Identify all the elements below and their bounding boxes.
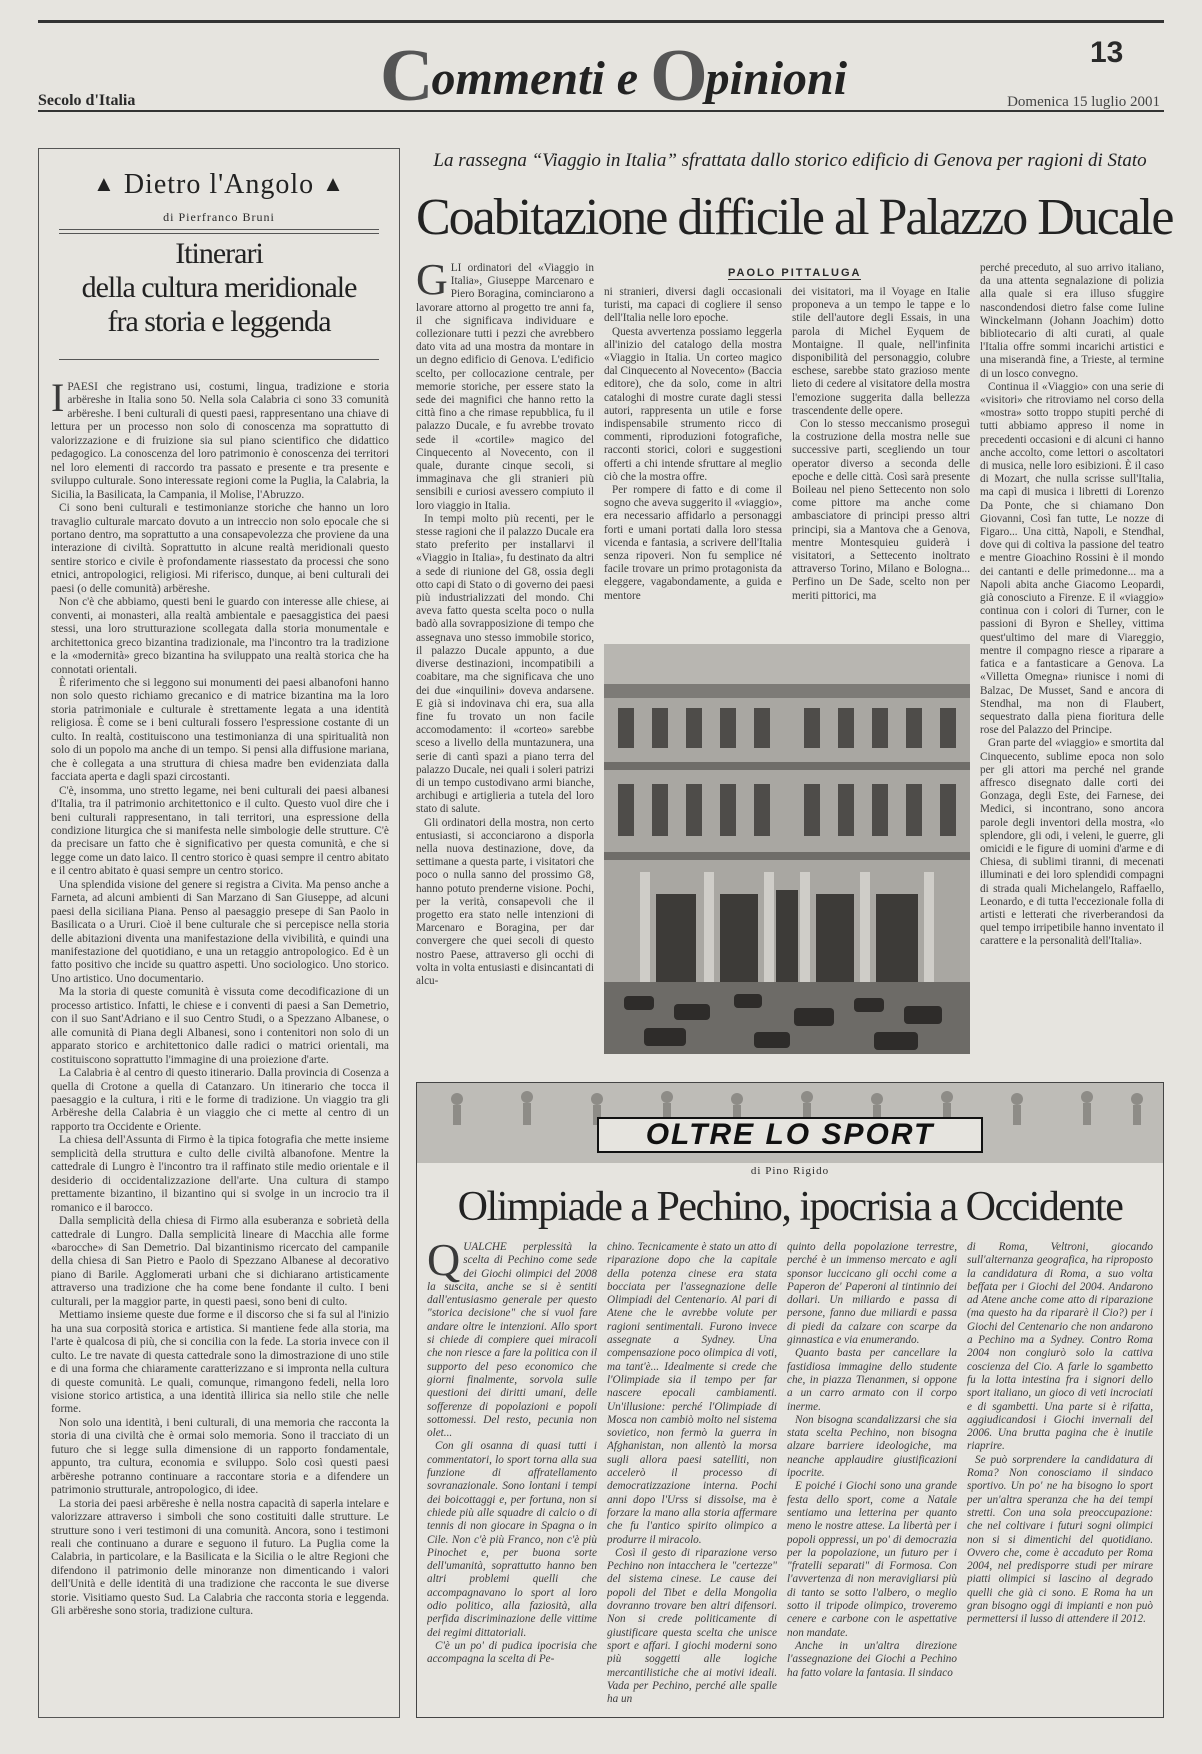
paragraph: C'è, insomma, uno stretto legame, nei beni culturali dei paesi albanesi d'Italia, tra il patrimonio architettonico e il culto. Questo vuol dire che i beni culturali rappresentano, in tali territori, una espressione della condizione liturgica che si manifesta nelle simbologie delle strutture. C'è da precisare un fatto che è significativo per questa comunità, e che si legge come un dato laico. Il centro storico è quasi sempre il centro abitato e il centro abitato è quasi sempre un centro storico.: [51, 784, 389, 878]
column-title: [59, 169, 379, 201]
article-headline: Coabitazione difficile al Palazzo Ducale: [416, 189, 1173, 246]
paragraph: Quanto basta per cancellare la fastidiosa immagine dello studente che, in piazza Tienanmen, si oppone a un carro armato con il corpo inerme.: [787, 1347, 957, 1413]
sport-headline: Olimpiade a Pechino, ipocrisia a Occidente: [457, 1184, 1123, 1230]
paragraph: PAESI che registrano usi, costumi, lingua, tradizione e storia arbëreshe in Italia sono 50. Nella sola Calabria ci sono 33 comunità arbëreshe. I beni culturali di questi paesi, rappresentano una chiave di lettura per un processo non solo di conoscenza ma soprattutto di valorizzazione e di fruizione sia sul piano scientifico che didattico pedagogico. La conoscenza del loro patrimonio è conoscenza dei territori nel loro elementi di raccordo tra passato e presente e tra presente e sviluppo culturale. Sono interessate regioni come la Puglia, la Calabria, la Sicilia, la Basilicata, la Campania, il Molise, l'Abruzzo.: [51, 381, 389, 501]
paragraph: Non bisogna scandalizzarsi che sia stata scelta Pechino, non bisogna alzare barriere ideologiche, ma neanche applaudire giustificazioni ipocrite.: [787, 1413, 957, 1480]
paragraph: Continua il «Viaggio» con una serie di «visitori» che ritroviamo nel corso della «mostra» sotto troppo stupiti perché di tutti abbiamo appreso il nome in precedenti occasioni e di alcuni ci hanno anche accolto, come lettori o ascoltatori di musica, nelle loro esibizioni. È il caso di Mozart, che nulla scrisse sull'Italia, ma capì di musica i libretti di Lorenzo Da Ponte, che si chiamano Don Giovanni, Così fan tutte, Le nozze di Figaro... Una città, Napoli, e Stendhal, dove qui di coltiva la passione del teatro e mentre Gioachino Rossini è il mondo dei cantanti e delle primedonne... ma a Napoli abita anche Giacomo Leopardi, già conosciuto a Firenze. E il «viaggio» continua con i colori di Turner, con le passioni di Byron e Shelley, vittima quest'ultimo del mare di Viareggio, mentre il compagno riesce a riparare a fatica e a fantasticare a Genova. La «Villetta Omegna» riunisce i nomi di Balzac, De Musset, Sand e ancora di Stendhal, ma non di Flaubert, sequestrato dalla piena fioritura delle rose del Palazzo del Principe.: [980, 380, 1164, 737]
paragraph: Se può sorprendere la candidatura di Roma? Non conosciamo il sindaco sportivo. Un po' ne ha bisogno lo sport per un'altra speranza che ha dei tempi stretti. Con una sola preoccupazione: che nel coltivare i futuri sogni olimpici non si si dimentichi del quotidiano. Ovvero che, come è accaduto per Roma 2004, nel predisporre studi per mirare piatti olimpici si lascino al degrado quelli che già ci sono. E Roma ha un gran bisogno oggi di impianti e non può permettersi il lusso di attendere il 2012.: [967, 1453, 1153, 1626]
paragraph: dei visitatori, ma il Voyage en Italie proponeva a un tempo le tappe e lo stile dell'autore degli Essais, in una parola di Michel Eyquem de Montaigne. Il quale, nell'infinita disponibilità del personaggio, colubre eschese, sarebbe stato grazioso mente lieto di cedere al visitatore della mostra l'emozione suggerita dalla bellezza trascendente delle opere.: [792, 286, 970, 417]
paragraph: Così il gesto di riparazione verso Pechino non intacchera le "certezze" del sistema cinese. Le cause dei popoli del Tibet e della Mongolia dovranno trovare ben altri difensori. Non si crede politicamente di giustificare questa scelta che unisce sport e affari. I giochi moderni sono più soggetti alle logiche mercantilistiche che ai motivi ideali. Vada per Pechino, perché alle spalle ha un: [607, 1546, 777, 1706]
sport-column-1: [427, 1241, 597, 1711]
paragraph: È riferimento che si leggono sui monumenti dei paesi albanofoni hanno non solo questo richiamo grecanico e di matrice bizantina ma la loro storia patrimoniale e culturale è strettamente legata a una identità religiosa. È come se i beni culturali fossero l'espressione costante di un culto. In realtà, costituiscono una testimonianza di una spiritualità non solo di un popolo ma anche di un tempo. Si pensi alla diffusione mariana, che è collegata a una struttura di chiesa madre ben evidenziata dalla facciata aperta e dagli spazi circostanti.: [51, 676, 389, 784]
paragraph: Ci sono beni culturali e testimonianze storiche che hanno un loro travaglio culturale marcato dovuto a un intreccio non solo epocale che si portano dentro, ma soprattutto a una consapevolezza che proviene da una interazione di civiltà. Soprattutto in alcune realtà meridionali questo sentire storico e civile è profondamente riassestato da processi che sono etnici, antropologici, religiosi. Mi riferisco, dunque, ai beni culturali dei paesi (o delle comunità) arbëreshe.: [51, 502, 389, 595]
paragraph: Mettiamo insieme queste due forme e il discorso che si fa sul al l'inizio ha una sua corposità storica e artistica. Si mantiene fede alla storia, ma l'arte è qualcosa di più, che si concilia con la fede. La storia invece con il culto. Le tre navate di questa cattedrale sono la dimostrazione di uno stile e di una forma che chiaramente caratterizzano e si impronta nella cultura di queste comunità. Le quali, comunque, rimangono fedeli, nella loro visione storico artistica, a una identità illirica sia nello stile che nelle forme.: [51, 1309, 389, 1416]
paragraph: La chiesa dell'Assunta di Firmo è la tipica fotografia che mette insieme semplicità della struttura e culto delle civiltà albanofone. Mentre la cattedrale di Lungro è l'incontro tra il raffinato stile medio orientale e il desiderio di occidentalizzazione dell'arte. Una cultura di stampo prettamente bizantino, il bizantino qui si svolge in un incrocio tra il romanico e il barocco.: [51, 1134, 389, 1214]
paragraph: Non c'è che abbiamo, questi beni le guardo con interesse alle chiese, ai conventi, ai monasteri, alla realtà ambientale e paesaggistica dei paesi stessi, una loro strutturazione scollegata dalla storia monumentale e architettonica greco bizantina tradizionale, ma l'incontro tra la tradizione e la «modernità» greco bizantina ha sviluppato una realtà storica che ha connotati orientali.: [51, 596, 389, 676]
sidebar-byline: di Pierfranco Bruni: [163, 210, 275, 224]
paragraph: C'è un po' di pudica ipocrisia che accompagna la scelta di Pe-: [427, 1639, 597, 1666]
paragraph: Una splendida visione del genere si registra a Civita. Ma penso anche a Farneta, ad alcuni ambienti di San Marzano di San Giuseppe, ad alcuni paesi della siciliana Piana. Penso al paesaggio presepe di San Paolo in Basilicata o a Ururi. Cioè il bene culturale che si percepisce nella storia delle abitazioni diventa una manifestazione della vivibilità, e quindi una manifestazione del quotidiano, e una un retaggio antropologico. Ed è un fatto positivo che incide su quattro aspetti. Uno sociologico. Uno storico. Uno artistico. Uno documentario.: [51, 878, 389, 985]
paragraph: Dalla semplicità della chiesa di Firmo alla esuberanza e sobrietà della cattedrale di Lungro. Dalla semplicità lineare di Macchia alle forme «barocche» di San Demetrio. Dal bizantinismo ricercato del campanile della chiesa di San Pietro e Paolo di Spezzano Albanese al decorativo piano di Barile. Agglomerati urbani che si dichiarano artisticamente attraverso una tradizione che ha come bene fondante il culto. I beni culturali, per la maggior parte, in questi paesi, sono beni di culto.: [51, 1215, 389, 1308]
article-column-3: [792, 286, 970, 638]
top-rule: [38, 20, 1164, 23]
paragraph: ni stranieri, diversi dagli occasionali turisti, ma capaci di cogliere il senso dell'Italia nelle loro epoche.: [604, 286, 782, 325]
paragraph: Per rompere di fatto e di come il sogno che aveva suggerito il «viaggio», era necessario affidarlo a personaggi forti e umani portati dalla loro stessa vicenda e fantasia, a scrivere dell'Italia senza ripoveri. Non fu semplice né facile trovare un primo protagonista da eleggere, vagabondamente, a guida e mentore: [604, 484, 782, 602]
sidebar-headline: [59, 237, 379, 339]
article-column-2: [604, 286, 782, 638]
sidebar-headline-line1: Itinerari: [175, 237, 263, 270]
paragraph: Con gli osanna di quasi tutti i commentatori, lo sport torna alla sua funzione di affratellamento sovranazionale. Sono lontani i tempi dei boicottaggi e, per fortuna, non si chiede più alle squadre di calcio o di tennis di non giocare in Spagna o in Cile. Non c'è più Franco, non c'è più Pinochet e, per buona sorte dell'umanità, soprattutto hanno ben altri problemi quelli che accompagnavano lo sport al loro odio politico, alla faziosità, alla perfida discriminazione delle vittime dei regimi dittatoriali.: [427, 1440, 597, 1639]
section-title-part1: ommenti e: [431, 52, 651, 105]
section-title-part2: pinioni: [705, 52, 848, 105]
dropcap: I: [51, 381, 65, 420]
paragraph: In tempi molto più recenti, per le stesse ragioni che il palazzo Ducale era stato preferito per installarvi il «Viaggio in Italia», fu destinato da altri a sede di riunione del G8, ossia degli otto capi di Stato o di governo dei paesi più industrializzati del mondo. Chi aveva fatto questa scelta poco o nulla badò alla sovrapposizione di tempo che assegnava uno stesso immobile storico, il palazzo Ducale appunto, a due diverse destinazioni, incompatibili a coabitare, ma che significava che uno dei due «inquilini» doveva andarsene. E già si indovinava chi era, sua alla fine fu trovato un non facile accomodamento: il «corteo» sarebbe sceso a livello della muntazunera, una serie di cantì spazi a piano terra del palazzo Ducale, nei quali i soleri patrizi di un tempo custodivano armi bianche, archibugi e artiglieria a tutela del loro stato di salute.: [416, 512, 594, 816]
page-number: 13: [1090, 36, 1124, 69]
article-column-4: [980, 262, 1164, 1054]
paragraph: UALCHE perplessità la scelta di Pechino come sede dei Giochi olimpici del 2008 la suscita, anche se si è sentiti dall'entusiasmo generale per questo "storica decisione" che si vuol fare andare oltre le intenzioni. Allo sport si chiede di compiere quei miracoli che non riesce a fare la politica con il supporto del peso economico che giorni finalmente, sorvola sulle questioni dei diritti umani, delle sofferenze di popolazioni e popoli sottomessi. Del resto, pecunia non olet...: [427, 1241, 597, 1440]
sidebar-divider: [59, 359, 379, 360]
paragraph: chino. Tecnicamente è stato un atto di riparazione dopo che la capitale della potenza cinese era stata bocciata per l'assegnazione delle Olimpiadi del Centenario. Al pari di Atene che le avrebbe volute per ragioni sentimentali. Furono invece assegnate a Sydney. Una compensazione poco olimpica di voti, ma tant'è... Idealmente si crede che l'Olimpiade sia il tempo per far nascere epocali cambiamenti. Un'illusione: perché l'Olimpiade di Mosca non cambiò molto nel sistema sovietico, non fermò la guerra in Afghanistan, non allentò la morsa sugli allora paesi satelliti, non accelerò il processo di democratizzazione interna. Pochi anni dopo l'Urss si dissolse, ma è forzare la mano alla storia affermare che fu l'antico spirito olimpico a produrre il miracolo.: [607, 1241, 777, 1546]
paragraph: LI ordinatori del «Viaggio in Italia», Giuseppe Marcenaro e Piero Boragina, cominciarono a lavorare attorno al progetto tre anni fa, il che significava individuare e collezionare tutti i pezzi che avrebbero dato vita ad una mostra da montare in un degno edificio di Genova. L'edificio scelto, per collocazione centrale, per memorie storiche, per essere stato la sede dei magnifici che hanno retto la città fino a che rimase repubblica, fu il palazzo Ducale, e fu avrebbe trovato sede il «cortile» magico del Cinquecento al Novecento, con il quale, durante cinque secoli, si immaginava che gli stranieri più sensibili e curiosi avessero compiuto il loro viaggio in Italia.: [416, 262, 594, 512]
sport-column-2: [607, 1241, 777, 1711]
sidebar-body: [51, 381, 389, 1707]
sport-column-4: [967, 1241, 1153, 1711]
palazzo-ducale-photo: [604, 644, 970, 1054]
dropcap: G: [416, 262, 448, 304]
triangle-icon: ▲: [93, 171, 116, 196]
column-name: Dietro l'Angolo: [123, 169, 315, 200]
sidebar-article: [38, 148, 400, 1718]
sport-banner: [417, 1083, 1163, 1163]
paragraph: Ma la storia di queste comunità è vissuta come decodificazione di un processo artistico. Infatti, le chiese e i conventi di paesi a San Demetrio, con il suo Sant'Adriano e il suo Centro Studi, o a Spezzano Albanese, o alle comunità di Piana degli Albanesi, sono i contenitori non solo di un apparato storico e architettonico dalle radici o matrici orientali, ma costituiscono soprattutto l'immagine di una proiezione d'arte.: [51, 986, 389, 1066]
paragraph: E poiché i Giochi sono una grande festa dello sport, come a Natale sentiamo una letterina per quanto meno le nostre attese. La libertà per i popoli oppressi, un po' di democrazia per la popolazione, un futuro per i "fratelli separati" di Formosa. Con l'avvertenza di non meravigliarsi più di tanto se sotto l'albero, o meglio sotto il tripode olimpico, troveremo cenere e carbone con le aspettative non mandate.: [787, 1480, 957, 1639]
article-column-1: [416, 262, 594, 1054]
paragraph: perché preceduto, al suo arrivo italiano, da una attenta segnalazione di polizia alla quale si era illuso sfuggire nascondendosi dietro false come Iuline Winckelmann (Johann Joachim) dotto bibliotecario di alti curati, al quale l'Italia offre sommi incarichi artistici e una miserandà fine, a Trieste, al termine di un losco convegno.: [980, 262, 1164, 380]
paragraph: Questa avvertenza possiamo leggerla all'inizio del catalogo della mostra «Viaggio in Italia. Un corteo magico dal Cinquecento al Novecento» (Baccia editore), che da solo, come in altri cataloghi di mostre curate dagli stessi autori, rappresenta un utile e forse indispensabile strumento ricco di commenti, riproduzioni fotografiche, racconti storici, colori e suggestioni offerti a chi intende sfruttare al meglio ciò che la mostra offre.: [604, 325, 782, 483]
paragraph: La storia dei paesi arbëreshe è nella nostra capacità di saperla intelare e valorizzare attraverso i simboli che sono costituiti dalle strutture. Le strutture sono i veri testimoni di una comunità. Ancora, sono i testimoni reali che continuano a durare e seguono il futuro. La Puglia come la Calabria, in particolare, e la Basilicata e la Sicilia o le altre Regioni che difendono il patrimonio delle minoranze non dimenticando i valori dell'Unità e delle identità di una tradizione che racconta le sue diverse storie. Visitiamo questo Sud. La Calabria che racconta storia e leggenda. Gli arbëreshe sono storia, tradizione cultura.: [51, 1497, 389, 1618]
paper-name: Secolo d'Italia: [38, 92, 136, 109]
paragraph: Gli ordinatori della mostra, non certo entusiasti, si acconciarono a disporla nella nuova destinazione, dove, da settimane a questa parte, i visitatori che poco o nulla sanno del prossimo G8, hanno potuto prenderne visione. Pochi, per la verità, consapevoli che il progetto era stato nelle intenzioni di Marcenaro e Boragina, per dar convergere che quei secoli di questo nostro Paese, attraverso gli occhi di volta in volta entusiasti e disincantati di alcu-: [416, 816, 594, 987]
section-title-initial-c: C: [380, 35, 432, 117]
sidebar-headline-line2: della cultura meridionale: [81, 271, 357, 304]
sport-byline: di Pino Rigido: [750, 1165, 830, 1177]
sidebar-divider: [59, 229, 379, 234]
sport-article: [416, 1082, 1164, 1718]
paragraph: Con lo stesso meccanismo proseguì la costruzione della mostra nelle sue successive parti, scegliendo un tour operator diverso a seconda delle epoche e delle città. Così sarà presente Boileau nel pieno Settecento non solo come pittore ma anche come ambasciatore di principi presso altri principi, sia a Mantova che a Genova, mentre Montesquieu guiderà i visitatori, a Settecento inoltrato attraverso Torino, Milano e Bologna... Perfino un De Sade, scelto non per meriti pittorici, ma: [792, 418, 970, 602]
paragraph: quinto della popolazione terrestre, perché è un immenso mercato e agli sponsor luccicano gli occhi come a Paperon de' Paperoni al tintinnio dei dollari. Un miliardo e passa di persone, fanno due miliardi e passa di piedi da calzare con scarpe da ginnastica e via enumerando.: [787, 1241, 957, 1347]
dropcap: Q: [427, 1241, 461, 1285]
sport-column-3: [787, 1241, 957, 1711]
section-title: [380, 34, 848, 117]
article-kicker: La rassegna “Viaggio in Italia” sfrattata dallo storico edificio di Genova per ragioni di Stato: [433, 150, 1147, 171]
paragraph: di Roma, Veltroni, giocando sull'alternanza geografica, ha riproposto la candidatura di Roma, a suo volta beffata per i Giochi del 2004. Andarono ad Atene anche come atto di riparazione (ma questo ha da ripararè il Cio?) per i Giochi del Centenario che non andarono a Pechino ma a Sydney. Contro Roma 2004 non congiurò solo la cattiva coscienza del Cio. A farle lo sgambetto fu la lotta intestina fra i signori dello sport italiano, un gioco di veti incrociati e di sgambetti. Una parte si è rifatta, aggiudicandosi i Giochi invernali del 2006. Una brutta pagina che è inutile riaprire.: [967, 1241, 1153, 1453]
section-title-initial-o: O: [650, 35, 706, 117]
header-rule: [38, 110, 1164, 112]
sport-banner-title: OLTRE LO SPORT: [597, 1117, 983, 1153]
sidebar-headline-line3: fra storia e leggenda: [107, 305, 331, 338]
issue-date: Domenica 15 luglio 2001: [1007, 94, 1160, 110]
paragraph: Anche in un'altra direzione l'assegnazione dei Giochi a Pechino ha fatto volare la fantasia. Il sindaco: [787, 1639, 957, 1679]
triangle-icon: ▲: [322, 171, 345, 196]
paragraph: Non solo una identità, i beni culturali, di una memoria che racconta la storia di una civiltà che è ormai solo memoria. Sono il tracciato di un futuro che si legge sulla dimensione di un rapporto fondamentale, appunto, tra cultura, economia e sviluppo. Solo così questi paesi arbëreshe potranno continuare a raccontare storia e a difendere un patrimonio strutturale, antropologico, di idee.: [51, 1416, 389, 1497]
paragraph: Gran parte del «viaggio» e smortita dal Cinquecento, sublime epoca non solo per gli attori ma perché nel grande affresco disegnato dalle corti dei Gonzaga, degli Este, dei Farnese, dei Medici, si incontrano, sono ancora parole degli inventori della mostra, «lo splendore, gli odi, i veleni, le guerre, gli omicidi e le figure di uomini d'arme e di Chiesa, di sublimi tiranni, di mecenati illuminati e dei loro splendidi compagni di strada quali Michelangelo, Raffaello, Leonardo, e di tutta l'eccezionale folla di artisti e letterati che riverberandosi da quel tempo irripetibile hanno inventato il carattere e la personalità dell'Italia».: [980, 737, 1164, 948]
article-author: PAOLO PITTALUGA: [728, 267, 862, 279]
paragraph: La Calabria è al centro di questo itinerario. Dalla provincia di Cosenza a quella di Crotone a quella di Catanzaro. Un itinerario che tocca il paesaggio e la cultura, i riti e le forme di tradizione. Un viaggio tra gli Arbëreshe della Calabria è un viaggio che ci mette al centro di un rapporto tra Occidente e Oriente.: [51, 1067, 389, 1133]
